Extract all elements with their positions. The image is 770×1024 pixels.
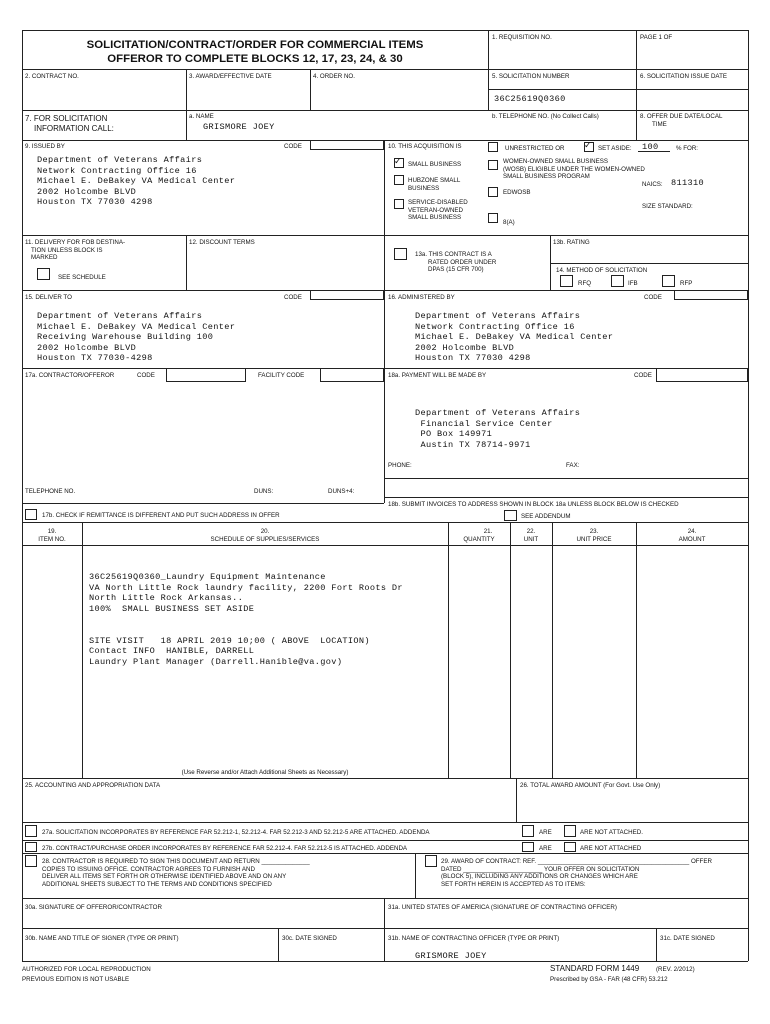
b6-label: 6. SOLICITATION ISSUE DATE: [640, 73, 727, 80]
standard-form-label: STANDARD FORM 1449: [550, 964, 640, 973]
b17-facility-code-box[interactable]: [320, 368, 384, 382]
col19-num: 19.: [47, 528, 57, 535]
hubzone-checkbox[interactable]: [394, 175, 404, 185]
sdvosb-line1: SERVICE-DISABLED: [408, 199, 468, 206]
col-amount-header: [636, 528, 748, 543]
eight-a-label: 8(A): [503, 219, 515, 226]
schedule-description: 36C25619Q0360_Laundry Equipment Maintenance VA North Little Rock laundry facility, 2200 Fort Roots Dr North Little Rock Arkansas.. 100% SMALL BUSINESS SET ASIDE SITE VISIT 18 APRIL 2019 10;00 ( ABOVE LOCATION) Contact INFO HANIBLE, DARRELL Laundry Plant Manager (Darrell.Hanible@va.gov): [89, 572, 403, 667]
b10-label: 10. THIS ACQUISITION IS: [388, 143, 462, 150]
b31a-label: 31a. UNITED STATES OF AMERICA (SIGNATURE OF CONTRACTING OFFICER): [388, 904, 617, 911]
payment-address: Department of Veterans Affairs Financial Service Center PO Box 149971 Austin TX 78714-9971: [415, 408, 581, 450]
col-schedule-header: [82, 528, 448, 543]
b30b-label: 30b. NAME AND TITLE OF SIGNER (TYPE OR PRINT): [25, 935, 179, 942]
phone-label: b. TELEPHONE NO. (No Collect Calls): [492, 113, 599, 120]
telephone-label: TELEPHONE NO.: [25, 488, 76, 495]
b5-label: 5. SOLICITATION NUMBER: [492, 73, 570, 80]
col22-num: 22.: [526, 528, 536, 535]
form-title: [22, 38, 488, 66]
b27a-are-not-label: ARE NOT ATTACHED.: [580, 829, 643, 836]
see-addendum-checkbox[interactable]: [504, 510, 517, 521]
remittance-checkbox[interactable]: [25, 509, 37, 520]
b4-label: 4. ORDER NO.: [313, 73, 355, 80]
b17b-label: 17b. CHECK IF REMITTANCE IS DIFFERENT AND PUT SUCH ADDRESS IN OFFER: [42, 512, 280, 519]
name-label: a. NAME: [189, 113, 214, 120]
col19-label: ITEM NO.: [38, 535, 66, 543]
b29-line3: (BLOCK 5), INCLUDING ANY ADDITIONS OR CHANGES WHICH ARE: [441, 873, 638, 881]
b9-code-box[interactable]: [310, 140, 384, 150]
eight-a-checkbox[interactable]: [488, 213, 498, 223]
b11-line1: 11. DELIVERY FOR FOB DESTINA-: [25, 239, 126, 246]
rated-order-checkbox[interactable]: [394, 248, 407, 260]
set-aside-percent[interactable]: 100: [642, 142, 659, 152]
col20-num: 20.: [260, 528, 270, 535]
b27a-label: 27a. SOLICITATION INCORPORATES BY REFERENCE FAR 52.212-1, 52.212-4. FAR 52.212-3 AND 52.212-5 ARE ATTACHED. ADDENDA: [42, 829, 430, 836]
small-business-check-icon: ✓: [394, 156, 402, 166]
col-unit-header: [510, 528, 552, 543]
sdvosb-checkbox[interactable]: [394, 199, 404, 209]
b8-label: [640, 113, 722, 128]
b30a-label: 30a. SIGNATURE OF OFFEROR/CONTRACTOR: [25, 904, 162, 911]
prescribed-by: Prescribed by GSA - FAR (48 CFR) 53.212: [550, 976, 668, 983]
solicitation-number[interactable]: 36C25619Q0360: [494, 94, 566, 104]
edwosb-label: EDWOSB: [503, 189, 531, 196]
col20-label: SCHEDULE OF SUPPLIES/SERVICES: [210, 535, 320, 543]
b15-code-box[interactable]: [310, 290, 384, 300]
b27b-are-checkbox[interactable]: [522, 842, 534, 852]
b29-checkbox[interactable]: [425, 855, 437, 867]
col22-label: UNIT: [523, 535, 539, 543]
col23-label: UNIT PRICE: [576, 535, 612, 543]
b28-line3: DELIVER ALL ITEMS SET FORTH OR OTHERWISE IDENTIFIED ABOVE AND ON ANY: [42, 873, 287, 881]
b2-label: 2. CONTRACT NO.: [25, 73, 79, 80]
b29-line1: 29. AWARD OF CONTRACT: REF. ____________________________________________ OFFER: [441, 858, 712, 865]
b3-label: 3. AWARD/EFFECTIVE DATE: [189, 73, 272, 80]
b17-code-label: CODE: [137, 372, 155, 379]
contact-name[interactable]: GRISMORE JOEY: [203, 122, 275, 132]
b11-label: [25, 239, 125, 262]
form-title-line2: OFFEROR TO COMPLETE BLOCKS 12, 17, 23, 24, & 30: [107, 53, 403, 65]
b7-label-line1: 7. FOR SOLICITATION: [25, 114, 108, 123]
b28-line1: 28. CONTRACTOR IS REQUIRED TO SIGN THIS DOCUMENT AND RETURN ______________: [42, 858, 310, 865]
col24-label: AMOUNT: [678, 535, 706, 543]
b18b-label: 18b. SUBMIT INVOICES TO ADDRESS SHOWN IN BLOCK 18a UNLESS BLOCK BELOW IS CHECKED: [388, 501, 679, 508]
duns4-label: DUNS+4:: [328, 488, 355, 495]
rfq-label: RFQ: [578, 280, 592, 287]
b27a-are-checkbox[interactable]: [522, 825, 534, 837]
issued-by-address: Department of Veterans Affairs Network Contracting Office 16 Michael E. DeBakey VA Medical Center 2002 Holcombe BLVD Houston TX 77030 4298: [37, 155, 236, 208]
b27a-checkbox[interactable]: [25, 825, 37, 837]
b13b-label: 13b. RATING: [553, 239, 590, 246]
b8-label-line1: 8. OFFER DUE DATE/LOCAL: [640, 113, 723, 120]
duns-label: DUNS:: [254, 488, 274, 495]
wosb-checkbox[interactable]: [488, 160, 498, 170]
see-schedule-checkbox[interactable]: [37, 268, 50, 280]
col24-num: 24.: [687, 528, 697, 535]
b27b-are-label: ARE: [539, 845, 552, 852]
b8-label-line2: TIME: [652, 120, 667, 128]
administered-by-address: Department of Veterans Affairs Network Contracting Office 16 Michael E. DeBakey VA Medical Center 2002 Holcombe BLVD Houston TX 77030 4298: [415, 311, 614, 364]
wosb-line1: WOMEN-OWNED SMALL BUSINESS: [503, 158, 608, 165]
page-label: PAGE 1 OF: [640, 34, 673, 41]
b13a-line1: 13a. THIS CONTRACT IS A: [415, 251, 492, 258]
see-schedule-label: SEE SCHEDULE: [58, 274, 106, 281]
previous-edition: PREVIOUS EDITION IS NOT USABLE: [22, 976, 130, 983]
naics-value[interactable]: 811310: [671, 178, 705, 188]
small-business-label: SMALL BUSINESS: [408, 161, 462, 168]
b28-line2: COPIES TO ISSUING OFFICE. CONTRACTOR AGREES TO FURNISH AND: [42, 865, 255, 873]
unrestricted-checkbox[interactable]: [488, 142, 498, 152]
edwosb-checkbox[interactable]: [488, 187, 498, 197]
b27a-are-not-checkbox[interactable]: [564, 825, 576, 837]
auth-reproduction: AUTHORIZED FOR LOCAL REPRODUCTION: [22, 966, 151, 973]
hubzone-line2: BUSINESS: [408, 184, 440, 192]
rfp-checkbox[interactable]: [662, 275, 675, 287]
b27b-are-not-checkbox[interactable]: [564, 842, 576, 852]
b11-line2: TION UNLESS BLOCK IS: [31, 246, 103, 254]
b28-line4: ADDITIONAL SHEETS SUBJECT TO THE TERMS AND CONDITIONS SPECIFIED: [42, 880, 272, 888]
b15-label: 15. DELIVER TO: [25, 294, 72, 301]
b13a-label: [415, 251, 496, 274]
b17a-label: 17a. CONTRACTOR/OFFEROR: [25, 372, 115, 379]
col-unit-price-header: [552, 528, 636, 543]
set-aside-check-icon: ✓: [584, 140, 592, 150]
b7-label-line2: INFORMATION CALL:: [34, 124, 114, 133]
rfq-checkbox[interactable]: [560, 275, 573, 287]
reverse-note: (Use Reverse and/or Attach Additional Sheets as Necessary): [181, 769, 349, 776]
b15-code-label: CODE: [284, 294, 302, 301]
revision-label: (REV. 2/2012): [656, 966, 695, 973]
sdvosb-label: [408, 199, 468, 222]
contracting-officer-name[interactable]: GRISMORE JOEY: [415, 951, 487, 961]
b31b-label: 31b. NAME OF CONTRACTING OFFICER (TYPE OR PRINT): [388, 935, 560, 942]
b29-line4: SET FORTH HEREIN IS ACCEPTED AS TO ITEMS:: [441, 880, 586, 888]
b28-label: [42, 858, 310, 888]
b7-label: [25, 114, 114, 134]
col-quantity-header: [448, 528, 510, 543]
b13a-line3: DPAS (15 CFR 700): [428, 266, 484, 274]
b31c-label: 31c. DATE SIGNED: [660, 935, 715, 942]
b27b-are-not-label: ARE NOT ATTACHED: [580, 845, 642, 852]
percent-for-label: % FOR:: [676, 145, 699, 152]
wosb-label: [503, 158, 645, 181]
b13a-line2: RATED ORDER UNDER: [428, 258, 497, 266]
b9-code-label: CODE: [284, 143, 302, 150]
b18-code-label: CODE: [634, 372, 652, 379]
b12-label: 12. DISCOUNT TERMS: [189, 239, 255, 246]
facility-code-label: FACILITY CODE: [258, 372, 305, 379]
b28-checkbox[interactable]: [25, 855, 37, 867]
b11-line3: MARKED: [31, 254, 58, 262]
col21-label: QUANTITY: [463, 535, 495, 543]
b27b-label: 27b. CONTRACT/PURCHASE ORDER INCORPORATES BY REFERENCE FAR 52.212-4. FAR 52.212-5 IS ATTACHED. ADDENDA: [42, 845, 408, 852]
naics-label: NAICS:: [642, 181, 663, 188]
unrestricted-label: UNRESTRICTED OR: [505, 145, 565, 152]
b18a-label: 18a. PAYMENT WILL BE MADE BY: [388, 372, 487, 379]
col-item-no-header: [22, 528, 82, 543]
ifb-checkbox[interactable]: [611, 275, 624, 287]
form-title-line1: SOLICITATION/CONTRACT/ORDER FOR COMMERCIAL ITEMS: [86, 39, 424, 51]
b14-label: 14. METHOD OF SOLICITATION: [556, 267, 648, 274]
b30c-label: 30c. DATE SIGNED: [282, 935, 337, 942]
b16-code-box[interactable]: [674, 290, 748, 300]
b29-line2: DATED _______________________ YOUR OFFER ON SOLICITATION: [441, 865, 640, 873]
deliver-to-address: Department of Veterans Affairs Michael E. DeBakey VA Medical Center Receiving Warehouse Building 100 2002 Holcombe BLVD Houston TX 77030-4298: [37, 311, 236, 364]
b29-label: [441, 858, 712, 888]
col23-num: 23.: [589, 528, 599, 535]
b17-code-box[interactable]: [166, 368, 246, 382]
b26-label: 26. TOTAL AWARD AMOUNT (For Govt. Use Only): [520, 782, 661, 789]
wosb-line3: SMALL BUSINESS PROGRAM: [503, 173, 590, 181]
sdvosb-line2: VETERAN-OWNED: [408, 206, 464, 214]
b18-code-box[interactable]: [656, 368, 748, 382]
b25-label: 25. ACCOUNTING AND APPROPRIATION DATA: [25, 782, 161, 789]
set-aside-label: SET ASIDE:: [598, 145, 632, 152]
col21-num: 21.: [483, 528, 493, 535]
size-standard-label: SIZE STANDARD:: [642, 203, 693, 210]
b16-label: 16. ADMINISTERED BY: [388, 294, 455, 301]
see-addendum-label: SEE ADDENDUM: [521, 513, 571, 520]
fax-field-label: FAX:: [566, 462, 580, 469]
ifb-label: IFB: [628, 280, 638, 287]
hubzone-line1: HUBZONE SMALL: [408, 177, 461, 184]
b27b-checkbox[interactable]: [25, 842, 37, 852]
phone-field-label: PHONE:: [388, 462, 412, 469]
wosb-line2: (WOSB) ELIGIBLE UNDER THE WOMEN-OWNED: [503, 165, 645, 173]
b16-code-label: CODE: [644, 294, 662, 301]
b27a-are-label: ARE: [539, 829, 552, 836]
b1-label: 1. REQUISITION NO.: [492, 34, 552, 41]
hubzone-label: [408, 177, 460, 192]
sdvosb-line3: SMALL BUSINESS: [408, 214, 462, 222]
b9-label: 9. ISSUED BY: [25, 143, 65, 150]
rfp-label: RFP: [680, 280, 693, 287]
